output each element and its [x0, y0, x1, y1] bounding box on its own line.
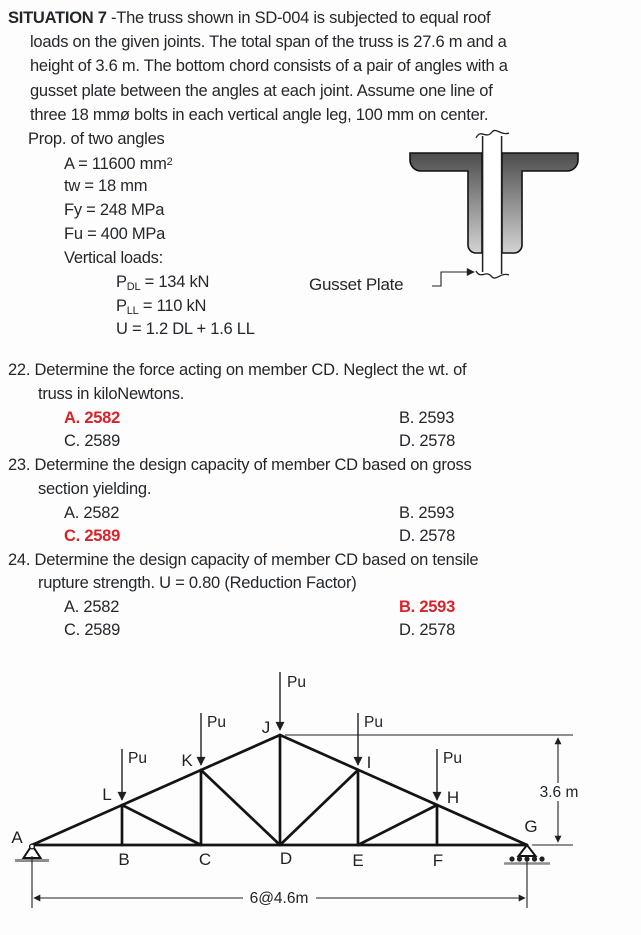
node-label-I: I: [366, 753, 372, 772]
question-23-number: 23.: [8, 456, 31, 474]
node-label-C: C: [198, 850, 212, 869]
node-label-K: K: [181, 751, 193, 770]
node-label-L: L: [102, 785, 112, 804]
node-label-G: G: [524, 817, 538, 836]
question-24-number: 24.: [8, 551, 31, 569]
question-24-line-1: [8, 550, 478, 570]
question-22-text: Determine the force acting on member CD. Neglect the wt. of: [34, 361, 467, 379]
load-label-I: Pu: [364, 714, 383, 731]
load-label-J: Pu: [287, 674, 306, 691]
prop-area-exponent: 2: [166, 156, 173, 168]
node-labels: [11, 718, 537, 870]
question-24-option-c: C. 2589: [64, 621, 121, 639]
load-pll-subscript: LL: [126, 305, 139, 317]
situation-line-1-rest: -The truss shown in SD-004 is subjected to equal roof: [111, 9, 491, 27]
top-chord-left: [32, 735, 280, 845]
member-EH: [358, 805, 437, 845]
question-23-option-d: D. 2578: [399, 527, 456, 545]
load-pll-symbol: P: [116, 297, 127, 315]
question-23-option-c: C. 2589: [64, 527, 121, 545]
span-dim-text: 6@4.6m: [249, 890, 309, 907]
question-23-text: Determine the design capacity of member CD based on gross: [34, 456, 472, 474]
question-22-line-2: truss in kiloNewtons.: [38, 385, 185, 403]
loads-heading: Vertical loads:: [64, 249, 163, 267]
situation-line-2: loads on the given joints. The total span of the truss is 27.6 m and a: [30, 33, 507, 51]
node-label-D: D: [279, 849, 293, 868]
situation-line-1: [8, 8, 490, 28]
question-24-text: Determine the design capacity of member CD based on tensile: [34, 551, 479, 569]
gusset-plate-label: Gusset Plate: [309, 275, 404, 294]
load-label-H: Pu: [443, 750, 462, 767]
question-24-option-a: A. 2582: [64, 598, 120, 616]
left-angle: [410, 153, 482, 253]
question-24-option-b: B. 2593: [399, 598, 456, 616]
member-LC: [122, 805, 201, 845]
load-label-L: Pu: [128, 750, 147, 767]
question-22-option-a: A. 2582: [64, 409, 121, 427]
question-24-line-2: rupture strength. U = 0.80 (Reduction Factor): [38, 574, 357, 592]
situation-label: SITUATION 7: [8, 9, 107, 27]
gusset-plate-figure: [395, 125, 595, 293]
node-label-J: J: [261, 718, 271, 737]
height-dim-text: 3.6 m: [539, 784, 579, 801]
node-label-A: A: [11, 828, 23, 847]
situation-line-5: three 18 mmø bolts in each vertical angle leg, 100 mm on center.: [30, 106, 489, 124]
load-combination: U = 1.2 DL + 1.6 LL: [116, 320, 255, 338]
top-chord-right: [280, 735, 527, 845]
question-22-line-1: [8, 360, 466, 380]
gusset-leader-line: [432, 272, 474, 286]
load-label-K: Pu: [207, 714, 226, 731]
load-pdl-subscript: DL: [126, 281, 141, 293]
prop-area: [64, 152, 173, 174]
right-angle: [502, 153, 578, 253]
node-label-H: H: [446, 788, 460, 807]
situation-line-3: height of 3.6 m. The bottom chord consists of a pair of angles with a: [30, 57, 508, 75]
question-22-number: 22.: [8, 361, 31, 379]
roller-circles: [509, 856, 544, 861]
question-23-line-2: section yielding.: [38, 480, 152, 498]
pin-circle: [30, 844, 35, 849]
prop-tw: tw = 18 mm: [64, 177, 148, 195]
truss-diagram: [0, 655, 641, 935]
load-pdl: [116, 272, 209, 297]
member-KD: [201, 770, 280, 845]
node-label-B: B: [118, 850, 130, 869]
node-label-E: E: [352, 851, 364, 870]
question-22-option-b: B. 2593: [399, 409, 455, 427]
situation-line-4: gusset plate between the angles at each joint. Assume one line of: [30, 82, 493, 100]
question-23-option-a: A. 2582: [64, 504, 120, 522]
prop-area-base: A = 11600 mm: [64, 155, 167, 173]
question-22-option-c: C. 2589: [64, 432, 121, 450]
prop-fu: Fu = 400 MPa: [64, 225, 166, 243]
node-label-F: F: [432, 851, 444, 870]
load-pll-value: = 110 kN: [138, 297, 207, 315]
prop-fy: Fy = 248 MPa: [64, 201, 165, 219]
question-24-option-d: D. 2578: [399, 621, 456, 639]
question-23-line-1: [8, 455, 472, 475]
load-pdl-symbol: P: [116, 273, 127, 291]
load-pll: [116, 296, 206, 321]
props-heading: Prop. of two angles: [28, 130, 165, 148]
roller-support-G: [504, 845, 550, 864]
load-labels: [128, 674, 462, 767]
height-dimension: [285, 735, 585, 845]
load-pdl-value: = 134 kN: [140, 273, 210, 291]
member-DI: [280, 770, 358, 845]
question-23-option-b: B. 2593: [399, 504, 455, 522]
gusset-plate-body: [483, 134, 501, 274]
question-22-option-d: D. 2578: [399, 432, 456, 450]
